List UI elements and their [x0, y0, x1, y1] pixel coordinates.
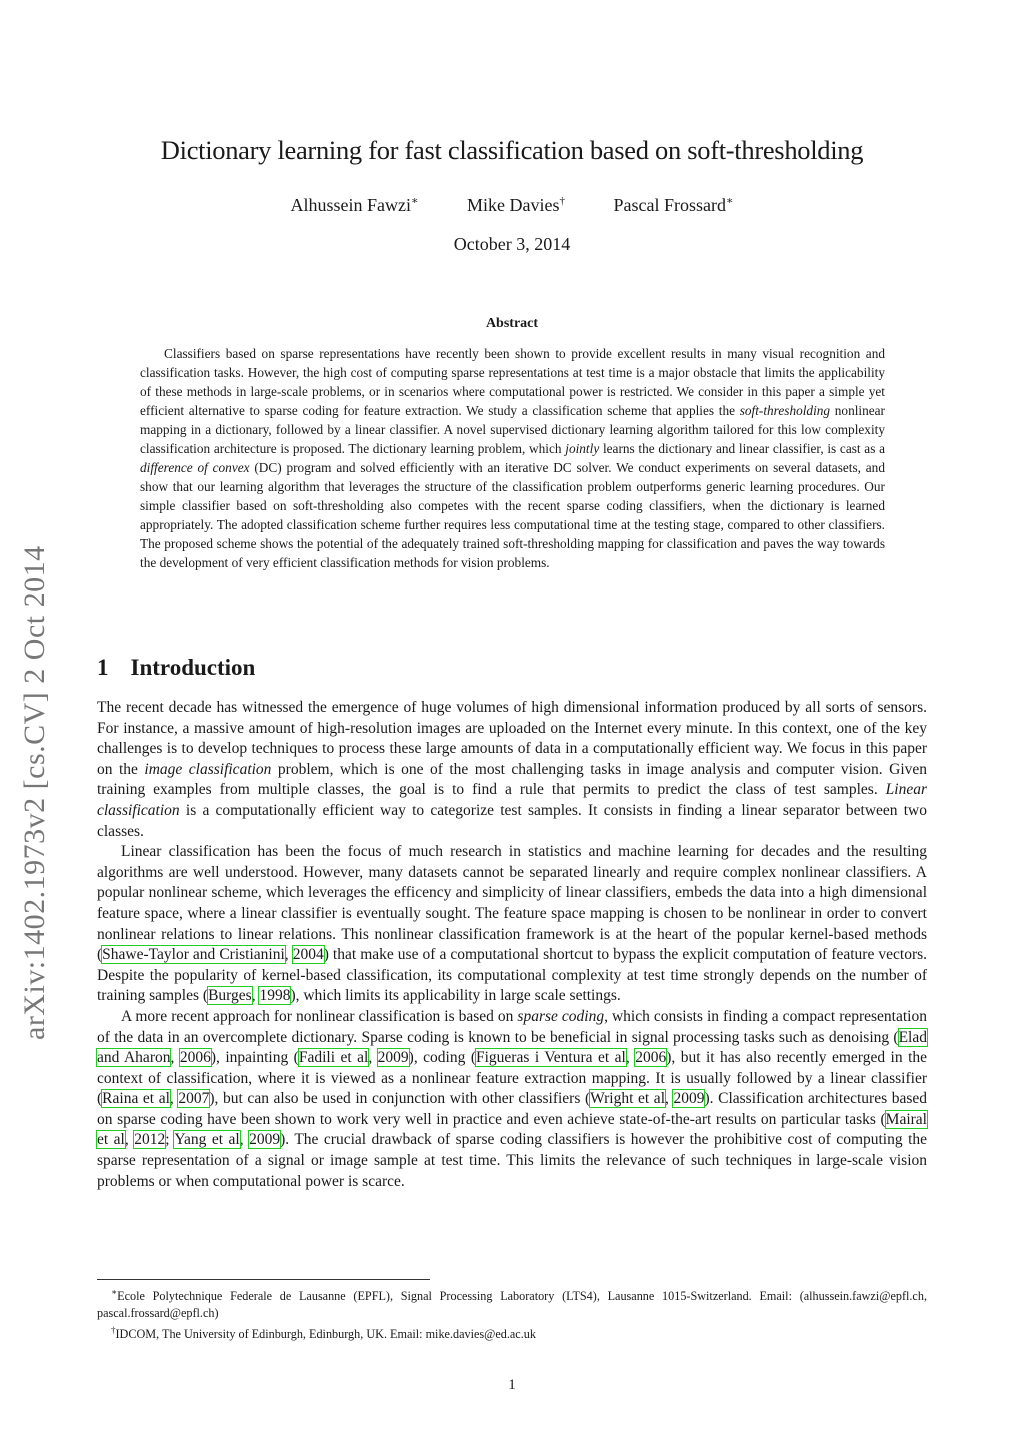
paragraph: The recent decade has witnessed the emergence of huge volumes of high dimensional information produced by all sorts of sensors. For instance, a massive amount of high-resolution images are uploaded on the Internet every minute. In this context, one of the key challenges is to develop techniques to process these large amounts of data in a computationally efficient way. We focus in this paper on the image classification problem, which is one of the most challenging tasks in image analysis and computer vision. Given training examples from multiple classes, the goal is to find a rule that permits to predict the class of test samples. Linear classification is a computationally efficient way to categorize test samples. It consists in finding a linear separator between two classes. — [97, 699, 928, 840]
abstract-heading: Abstract — [485, 316, 539, 331]
citation-link[interactable]: 2012 — [134, 1131, 166, 1149]
author: Pascal Frossard∗ — [613, 195, 734, 215]
citation-link[interactable]: Yang et al — [174, 1131, 240, 1149]
footnote-divider — [97, 1279, 430, 1280]
author-list — [0, 194, 1024, 216]
paper-title: Dictionary learning for fast classification based on soft-thresholding — [160, 135, 864, 165]
author: Alhussein Fawzi∗ — [290, 195, 419, 215]
citation-link[interactable]: 1998 — [259, 987, 291, 1005]
page-number: 1 — [508, 1377, 516, 1393]
citation-link[interactable]: Burges — [208, 987, 252, 1005]
citation-link[interactable]: Raina et al — [102, 1090, 170, 1108]
citation-link[interactable]: 2004 — [292, 946, 324, 964]
citation-link[interactable]: Mairal et al — [97, 1110, 927, 1149]
citation-link[interactable]: Shawe-Taylor and Cristianini — [102, 946, 285, 964]
citation-link[interactable]: 2009 — [673, 1090, 705, 1108]
arxiv-identifier-stamp: arXiv:1402.1973v2 [cs.CV] 2 Oct 2014 — [18, 545, 51, 1040]
introduction-body — [97, 698, 927, 1192]
citation-link[interactable]: 2006 — [179, 1049, 211, 1067]
paragraph: A more recent approach for nonlinear classification is based on sparse coding, which consists in finding a compact representation of the data in an overcomplete dictionary. Sparse coding is known to be beneficial in signal processing tasks such as denoising (Elad and Aharon, 2006), inpainting (Fadili et al, 2009), coding (Figueras i Ventura et al, 2006), but it has also recently emerged in the context of classification, where it is viewed as a nonlinear feature extraction mapping. It is usually followed by a linear classifier (Raina et al, 2007), but can also be used in conjunction with other classifiers (Wright et al, 2009). Classification architectures based on sparse coding have been shown to work very well in practice and even achieve state-of-the-art results on particular tasks (Mairal et al, 2012; Yang et al, 2009). The crucial drawback of sparse coding classifiers is however the prohibitive cost of computing the sparse representation of a signal or image sample at test time. This limits the relevance of such techniques in large-scale vision problems or when computational power is scarce. — [97, 1007, 928, 1190]
citation-link[interactable]: Wright et al — [590, 1090, 665, 1108]
publication-date: October 3, 2014 — [453, 234, 571, 254]
paragraph: Linear classification has been the focus of much research in statistics and machine learning for decades and the resulting algorithms are well understood. However, many datasets cannot be separated linearly and require complex nonlinear classifiers. A popular nonlinear scheme, which leverages the efficency and simplicity of linear classifiers, embeds the data into a high dimensional feature space, where a linear classifier is eventually sought. The feature space mapping is chosen to be nonlinear in order to convert nonlinear relations to linear relations. This nonlinear classification framework is at the heart of the popular kernel-based methods (Shawe-Taylor and Cristianini, 2004) that make use of a computational shortcut to bypass the explicit computation of feature vectors. Despite the popularity of kernel-based classification, its computational complexity at test time strongly depends on the number of training samples (Burges, 1998), which limits its applicability in large scale settings. — [97, 843, 928, 1005]
citation-link[interactable]: 2006 — [635, 1049, 667, 1067]
footnote-affiliation-epfl: ∗Ecole Polytechnique Federale de Lausanne (EPFL), Signal Processing Laboratory (LTS4), Lausanne 1015-Switzerland. Email: (alhussein.fawzi@epfl.ch, pascal.frossard@epfl.ch) — [97, 1287, 927, 1321]
citation-link[interactable]: 2009 — [249, 1131, 281, 1149]
author: Mike Davies† — [467, 195, 565, 215]
abstract-text: Classifiers based on sparse representations have recently been shown to provide excellent results in many visual recognition and classification tasks. However, the high cost of computing sparse representations at test time is a major obstacle that limits the applicability of these methods in large-scale problems, or in scenarios where computational power is restricted. We consider in this paper a simple yet efficient alternative to sparse coding for feature extraction. We study a classification scheme that applies the soft-thresholding nonlinear mapping in a dictionary, followed by a linear classifier. A novel supervised dictionary learning algorithm tailored for this low complexity classification architecture is proposed. The dictionary learning problem, which jointly learns the dictionary and linear classifier, is cast as a difference of convex (DC) program and solved efficiently with an iterative DC solver. We conduct experiments on several datasets, and show that our learning algorithm that leverages the structure of the classification problem outperforms generic learning procedures. Our simple classifier based on soft-thresholding also competes with the recent sparse coding classifiers, when the dictionary is learned appropriately. The adopted classification scheme further requires less computational time at the testing stage, compared to other classifiers. The proposed scheme shows the potential of the adequately trained soft-thresholding mapping for classification and paves the way towards the development of very efficient classification methods for vision problems. — [140, 346, 885, 570]
citation-link[interactable]: Figueras i Ventura et al — [475, 1049, 626, 1067]
section-heading-introduction: 1 Introduction — [97, 655, 256, 680]
citation-link[interactable]: Fadili et al — [298, 1049, 369, 1067]
footnote-affiliation-edinburgh: †IDCOM, The University of Edinburgh, Edinburgh, UK. Email: mike.davies@ed.ac.uk — [111, 1325, 536, 1342]
citation-link[interactable]: 2009 — [377, 1049, 409, 1067]
citation-link[interactable]: Elad and Aharon — [97, 1028, 927, 1067]
citation-link[interactable]: 2007 — [178, 1090, 210, 1108]
footnotes — [97, 1284, 927, 1343]
